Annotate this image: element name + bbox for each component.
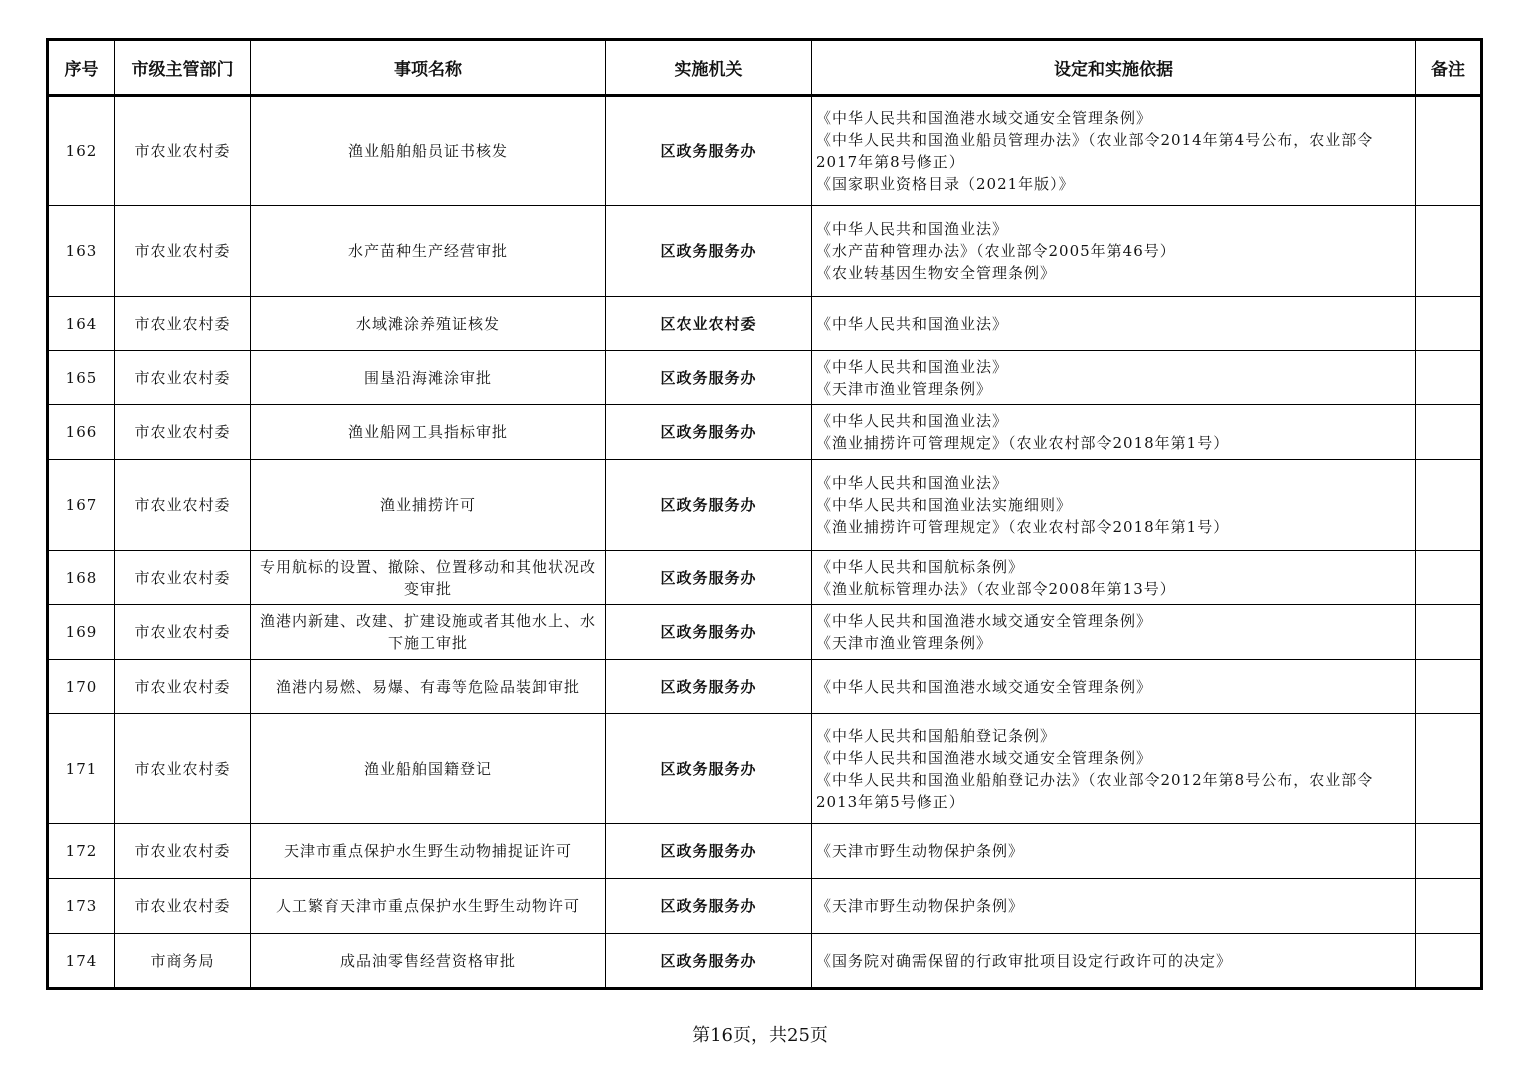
basis-line: 《中华人民共和国渔港水域交通安全管理条例》 bbox=[816, 677, 1153, 696]
cell-dept: 市商务局 bbox=[115, 934, 251, 989]
table-row bbox=[48, 824, 1482, 879]
cell-item: 渔业捕捞许可 bbox=[251, 460, 606, 551]
cell-agency: 区政务服务办 bbox=[606, 351, 812, 405]
cell-agency: 区政务服务办 bbox=[606, 660, 812, 714]
basis-line: 《中华人民共和国渔业法》 bbox=[816, 220, 1009, 238]
cell-seq: 172 bbox=[48, 824, 115, 879]
cell-basis bbox=[812, 460, 1416, 551]
basis-line: 《渔业航标管理办法》（农业部令2008年第13号） bbox=[816, 579, 1176, 598]
table-row bbox=[48, 351, 1482, 405]
basis-line: 《中华人民共和国渔港水域交通安全管理条例》 bbox=[816, 109, 1153, 127]
cell-item: 专用航标的设置、撤除、位置移动和其他状况改变审批 bbox=[251, 551, 606, 605]
cell-seq: 165 bbox=[48, 351, 115, 405]
cell-agency: 区政务服务办 bbox=[606, 206, 812, 297]
cell-dept: 市农业农村委 bbox=[115, 96, 251, 206]
approval-items-table bbox=[46, 38, 1483, 990]
cell-agency: 区政务服务办 bbox=[606, 460, 812, 551]
cell-dept: 市农业农村委 bbox=[115, 879, 251, 934]
basis-line: 《中华人民共和国渔业法》 bbox=[816, 357, 1009, 376]
table-body bbox=[48, 96, 1482, 989]
table-row bbox=[48, 206, 1482, 297]
basis-line: 《天津市渔业管理条例》 bbox=[816, 634, 993, 652]
cell-note bbox=[1416, 96, 1482, 206]
cell-item: 渔港内新建、改建、扩建设施或者其他水上、水下施工审批 bbox=[251, 605, 606, 660]
header-agency: 实施机关 bbox=[606, 40, 812, 96]
cell-seq: 162 bbox=[48, 96, 115, 206]
header-seq: 序号 bbox=[48, 40, 115, 96]
table-row bbox=[48, 551, 1482, 605]
cell-seq: 168 bbox=[48, 551, 115, 605]
basis-line: 《天津市野生动物保护条例》 bbox=[816, 842, 1025, 860]
cell-note bbox=[1416, 460, 1482, 551]
cell-basis bbox=[812, 824, 1416, 879]
cell-note bbox=[1416, 660, 1482, 714]
header-item: 事项名称 bbox=[251, 40, 606, 96]
cell-note bbox=[1416, 206, 1482, 297]
basis-line: 《中华人民共和国渔港水域交通安全管理条例》 bbox=[816, 612, 1153, 630]
cell-basis bbox=[812, 934, 1416, 989]
basis-line: 《中华人民共和国渔业船舶登记办法》（农业部令2012年第8号公布，农业部令2013年第5号修正） bbox=[816, 770, 1374, 811]
cell-item: 渔业船舶船员证书核发 bbox=[251, 96, 606, 206]
cell-note bbox=[1416, 297, 1482, 351]
basis-line: 《中华人民共和国渔业法》 bbox=[816, 412, 1009, 430]
cell-agency: 区政务服务办 bbox=[606, 96, 812, 206]
table-row bbox=[48, 405, 1482, 460]
cell-note bbox=[1416, 879, 1482, 934]
cell-agency: 区政务服务办 bbox=[606, 551, 812, 605]
cell-seq: 167 bbox=[48, 460, 115, 551]
table-row bbox=[48, 660, 1482, 714]
basis-line: 《国务院对确需保留的行政审批项目设定行政许可的决定》 bbox=[816, 951, 1233, 970]
basis-line: 《中华人民共和国航标条例》 bbox=[816, 557, 1025, 576]
cell-basis bbox=[812, 879, 1416, 934]
basis-line: 《中华人民共和国船舶登记条例》 bbox=[816, 726, 1057, 745]
cell-dept: 市农业农村委 bbox=[115, 460, 251, 551]
cell-seq: 169 bbox=[48, 605, 115, 660]
cell-seq: 173 bbox=[48, 879, 115, 934]
cell-agency: 区政务服务办 bbox=[606, 879, 812, 934]
cell-dept: 市农业农村委 bbox=[115, 605, 251, 660]
cell-basis bbox=[812, 351, 1416, 405]
basis-line: 《中华人民共和国渔港水域交通安全管理条例》 bbox=[816, 748, 1153, 767]
basis-line: 《中华人民共和国渔业法》 bbox=[816, 314, 1009, 333]
cell-item: 围垦沿海滩涂审批 bbox=[251, 351, 606, 405]
basis-line: 《渔业捕捞许可管理规定》（农业农村部令2018年第1号） bbox=[816, 518, 1230, 536]
cell-dept: 市农业农村委 bbox=[115, 351, 251, 405]
page-number-footer: 第16页，共25页 bbox=[692, 1025, 828, 1046]
basis-line: 《中华人民共和国渔业船员管理办法》（农业部令2014年第4号公布，农业部令2017年第8号修正） bbox=[816, 131, 1374, 171]
cell-item: 水域滩涂养殖证核发 bbox=[251, 297, 606, 351]
table-row bbox=[48, 96, 1482, 206]
cell-basis bbox=[812, 714, 1416, 824]
cell-dept: 市农业农村委 bbox=[115, 405, 251, 460]
cell-dept: 市农业农村委 bbox=[115, 660, 251, 714]
basis-line: 《水产苗种管理办法》（农业部令2005年第46号） bbox=[816, 242, 1176, 260]
basis-line: 《中华人民共和国渔业法实施细则》 bbox=[816, 496, 1073, 514]
cell-seq: 170 bbox=[48, 660, 115, 714]
cell-item: 渔港内易燃、易爆、有毒等危险品装卸审批 bbox=[251, 660, 606, 714]
cell-note bbox=[1416, 605, 1482, 660]
cell-dept: 市农业农村委 bbox=[115, 206, 251, 297]
table-header-row bbox=[48, 40, 1482, 96]
cell-basis bbox=[812, 297, 1416, 351]
cell-note bbox=[1416, 824, 1482, 879]
table-row bbox=[48, 297, 1482, 351]
cell-note bbox=[1416, 351, 1482, 405]
cell-item: 成品油零售经营资格审批 bbox=[251, 934, 606, 989]
cell-dept: 市农业农村委 bbox=[115, 714, 251, 824]
table-row bbox=[48, 605, 1482, 660]
cell-dept: 市农业农村委 bbox=[115, 297, 251, 351]
cell-seq: 174 bbox=[48, 934, 115, 989]
cell-agency: 区农业农村委 bbox=[606, 297, 812, 351]
cell-item: 渔业船网工具指标审批 bbox=[251, 405, 606, 460]
cell-agency: 区政务服务办 bbox=[606, 934, 812, 989]
cell-note bbox=[1416, 934, 1482, 989]
cell-basis bbox=[812, 605, 1416, 660]
basis-line: 《天津市渔业管理条例》 bbox=[816, 379, 993, 398]
cell-basis bbox=[812, 660, 1416, 714]
cell-seq: 164 bbox=[48, 297, 115, 351]
cell-agency: 区政务服务办 bbox=[606, 405, 812, 460]
table-row bbox=[48, 879, 1482, 934]
cell-agency: 区政务服务办 bbox=[606, 714, 812, 824]
header-basis: 设定和实施依据 bbox=[812, 40, 1416, 96]
cell-agency: 区政务服务办 bbox=[606, 824, 812, 879]
cell-seq: 166 bbox=[48, 405, 115, 460]
basis-line: 《天津市野生动物保护条例》 bbox=[816, 897, 1025, 915]
cell-item: 水产苗种生产经营审批 bbox=[251, 206, 606, 297]
cell-note bbox=[1416, 714, 1482, 824]
table-row bbox=[48, 714, 1482, 824]
table-row bbox=[48, 460, 1482, 551]
cell-item: 人工繁育天津市重点保护水生野生动物许可 bbox=[251, 879, 606, 934]
basis-line: 《农业转基因生物安全管理条例》 bbox=[816, 264, 1057, 282]
cell-seq: 163 bbox=[48, 206, 115, 297]
cell-item: 天津市重点保护水生野生动物捕捉证许可 bbox=[251, 824, 606, 879]
basis-line: 《渔业捕捞许可管理规定》（农业农村部令2018年第1号） bbox=[816, 434, 1230, 452]
cell-basis bbox=[812, 405, 1416, 460]
header-dept: 市级主管部门 bbox=[115, 40, 251, 96]
basis-line: 《中华人民共和国渔业法》 bbox=[816, 474, 1009, 492]
header-note: 备注 bbox=[1416, 40, 1482, 96]
cell-item: 渔业船舶国籍登记 bbox=[251, 714, 606, 824]
cell-agency: 区政务服务办 bbox=[606, 605, 812, 660]
cell-basis bbox=[812, 96, 1416, 206]
cell-dept: 市农业农村委 bbox=[115, 551, 251, 605]
cell-seq: 171 bbox=[48, 714, 115, 824]
basis-line: 《国家职业资格目录（2021年版）》 bbox=[816, 175, 1075, 193]
table-row bbox=[48, 934, 1482, 989]
cell-note bbox=[1416, 405, 1482, 460]
cell-basis bbox=[812, 551, 1416, 605]
cell-dept: 市农业农村委 bbox=[115, 824, 251, 879]
cell-note bbox=[1416, 551, 1482, 605]
cell-basis bbox=[812, 206, 1416, 297]
